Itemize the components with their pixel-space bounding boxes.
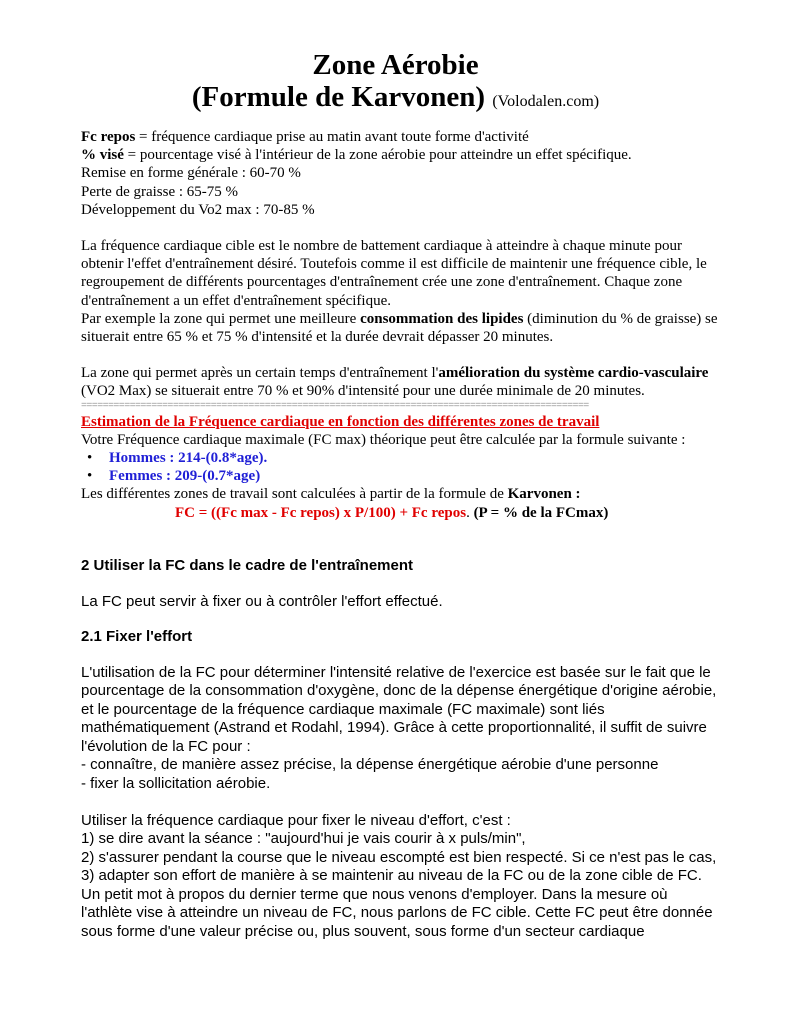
paragraph-target-hr: La fréquence cardiaque cible est le nombre de battement cardiaque à atteindre à chaque minute pour obtenir l'effet d'entraînement désiré. Toutefois comme il est difficile de maintenir une fréquence cible, le regroupement de différents pourcentages d'entraînement crée une zone d'entraînement. Chaque zone d'entraînement a un effet d'entraînement spécifique. [81, 238, 707, 309]
fcmax-formula-list [81, 449, 721, 485]
step-item: 3) adapter son effort de manière à se maintenir au niveau de la FC ou de la zone cible de FC. [81, 867, 702, 884]
fc-repos-text: = fréquence cardiaque prise au matin avant toute forme d'activité [135, 129, 529, 145]
section-2-1-para3: Un petit mot à propos du dernier terme que nous venons d'employer. Dans la mesure où l'athlète vise à atteindre un niveau de FC, nous parlons de FC cible. Cette FC peut être donnée sous forme d'une valeur précise ou, plus souvent, sous forme d'un secteur cardiaque [81, 885, 713, 940]
definition-vise [81, 146, 721, 164]
estimation-intro: Votre Fréquence cardiaque maximale (FC max) théorique peut être calculée par la formule suivante : [81, 431, 686, 448]
dash-item: - fixer la sollicitation aérobie. [81, 774, 271, 792]
title-line-1: Zone Aérobie [312, 49, 479, 81]
formula-red: FC = ((Fc max - Fc repos) x P/100) + Fc repos [175, 504, 467, 521]
paragraph-cardio: La zone qui permet après un certain temps d'entraînement l'amélioration du système cardio-vasculaire (VO2 Max) se situerait entre 70 % et 90% d'intensité pour une durée minimale de 20 minutes. [81, 365, 709, 400]
section-2-1-para1: L'utilisation de la FC pour déterminer l'intensité relative de l'exercice est basée sur le fait que le pourcentage de la consommation d'oxygène, donc de la dépense énergétique d'origine aérobie, et le pourcentage de la fréquence cardiaque maximale (FC maximale) sont liés mathématiquement (Astrand et Rodahl, 1994). Grâce à cette proportionnalité, il suffit de suivre l'évolution de la FC pour : [81, 663, 717, 755]
karvonen-intro: Les différentes zones de travail sont calculées à partir de la formule de Karvonen : [81, 486, 581, 503]
separator-line: ============================================================================================== [81, 400, 589, 412]
vise-text: = pourcentage visé à l'intérieur de la zone aérobie pour atteindre un effet spécifique. [123, 147, 632, 164]
title-source: (Volodalen.com) [492, 93, 600, 110]
cardio-bold: amélioration du système cardio-vasculaire [438, 365, 709, 382]
zone-item: Perte de graisse : 65-75 % [81, 183, 239, 200]
vise-term: % visé [81, 147, 124, 164]
section-2-heading: 2 Utiliser la FC dans le cadre de l'entraînement [81, 557, 414, 574]
sans-body [81, 557, 721, 941]
step-item: 1) se dire avant la séance : "aujourd'hui je vais courir à x puls/min", [81, 830, 526, 847]
section-2-text: La FC peut servir à fixer ou à contrôler l'effort effectué. [81, 592, 443, 610]
paragraph-lipids: Par exemple la zone qui permet une meilleure consommation des lipides (diminution du % de graisse) se situerait entre 65 % et 75 % d'intensité et la durée devrait dépasser 20 minutes. [81, 310, 718, 346]
section-2-1-heading: 2.1 Fixer l'effort [81, 628, 193, 645]
dash-item: - connaître, de manière assez précise, la dépense énergétique aérobie d'une personne [81, 756, 659, 773]
karvonen-formula: FC = ((Fc max - Fc repos) x P/100) + Fc repos. (P = % de la FCmax) [175, 504, 609, 521]
step-item: 2) s'assurer pendant la course que le niveau escompté est bien respecté. Si ce n'est pas le cas, [81, 848, 717, 866]
definition-fc-repos [81, 128, 721, 146]
formula-note: (P = % de la FCmax) [473, 504, 609, 521]
zone-item: Développement du Vo2 max : 70-85 % [81, 201, 315, 218]
section-2-1-para2: Utiliser la fréquence cardiaque pour fixer le niveau d'effort, c'est : [81, 811, 511, 829]
serif-body [81, 128, 721, 522]
title-line-2 [0, 80, 791, 119]
formula-women: • Femmes : 209-(0.7*age) [109, 467, 721, 485]
zone-item: Remise en forme générale : 60-70 % [81, 165, 301, 182]
lipids-bold: consommation des lipides [360, 310, 524, 327]
fc-repos-term: Fc repos [81, 129, 136, 145]
karvonen-bold: Karvonen : [507, 486, 581, 503]
formula-men: • Hommes : 214-(0.8*age). [109, 449, 721, 467]
estimation-heading: Estimation de la Fréquence cardiaque en fonction des différentes zones de travail [81, 413, 600, 430]
title-karvonen: (Formule de Karvonen) [191, 81, 486, 113]
